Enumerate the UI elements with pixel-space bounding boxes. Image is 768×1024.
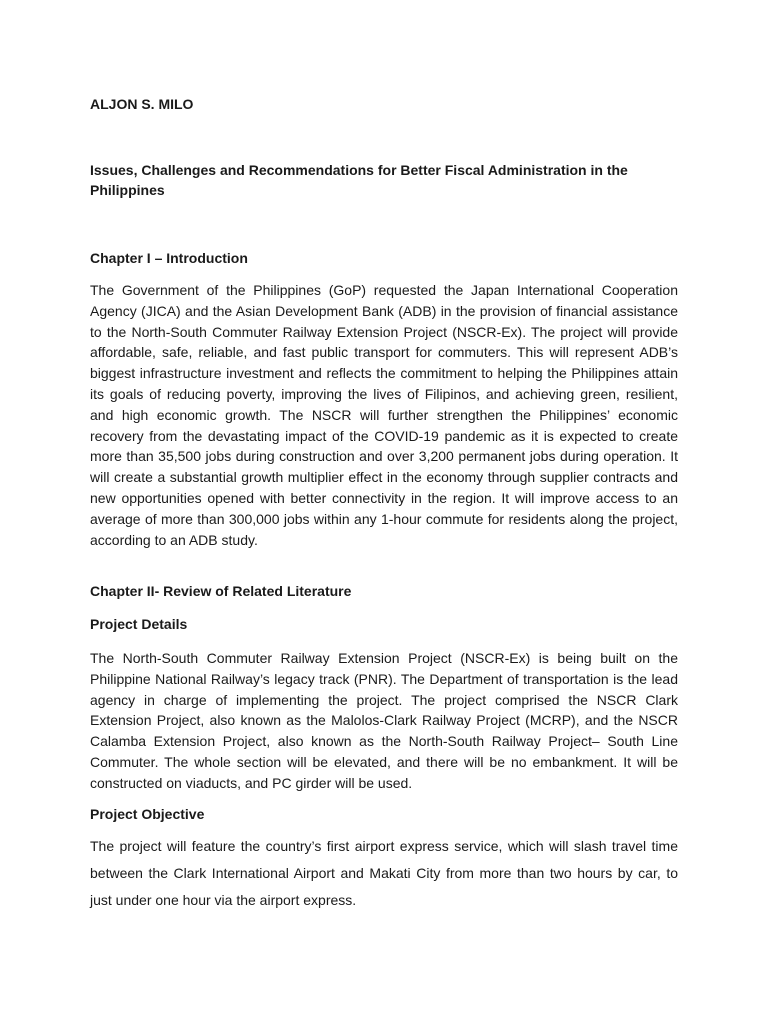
- chapter-1-heading: Chapter I – Introduction: [90, 250, 248, 266]
- introduction-paragraph: The Government of the Philippines (GoP) requested the Japan International Cooperation Agency (JICA) and the Asian Development Bank (ADB) in the provision of financial assistance to the North-South Commuter Railway Extension Project (NSCR-Ex). The project will provide affordable, safe, reliable, and fast public transport for commuters. This will represent ADB’s biggest infrastructure investment and reflects the commitment to helping the Philippines attain its goals of reducing poverty, improving the lives of Filipinos, and achieving green, resilient, and high economic growth. The NSCR will further strengthen the Philippines’ economic recovery from the devastating impact of the COVID-19 pandemic as it is expected to create more than 35,500 jobs during construction and over 3,200 permanent jobs during operation. It will create a substantial growth multiplier effect in the economy through supplier contracts and new opportunities opened with better connectivity in the region. It will improve access to an average of more than 300,000 jobs within any 1-hour commute for residents along the project, according to an ADB study.: [90, 282, 678, 548]
- project-objective-paragraph: The project will feature the country’s first airport express service, which will slash travel time between the Clark International Airport and Makati City from more than two hours by car, to just under one hour via the airport express.: [90, 838, 678, 908]
- chapter-2-heading: Chapter II- Review of Related Literature: [90, 583, 352, 599]
- author-name: ALJON S. MILO: [90, 96, 194, 112]
- project-objective-heading: Project Objective: [90, 806, 205, 822]
- document-title: Issues, Challenges and Recommendations for Better Fiscal Administration in the Philippines: [90, 162, 628, 198]
- project-details-heading: Project Details: [90, 616, 188, 632]
- project-details-paragraph: The North-South Commuter Railway Extension Project (NSCR-Ex) is being built on the Philippine National Railway’s legacy track (PNR). The Department of transportation is the lead agency in charge of implementing the project. The project comprised the NSCR Clark Extension Project, also known as the Malolos-Clark Railway Project (MCRP), and the NSCR Calamba Extension Project, also known as the North-South Railway Project– South Line Commuter. The whole section will be elevated, and there will be no embankment. It will be constructed on viaducts, and PC girder will be used.: [90, 650, 678, 791]
